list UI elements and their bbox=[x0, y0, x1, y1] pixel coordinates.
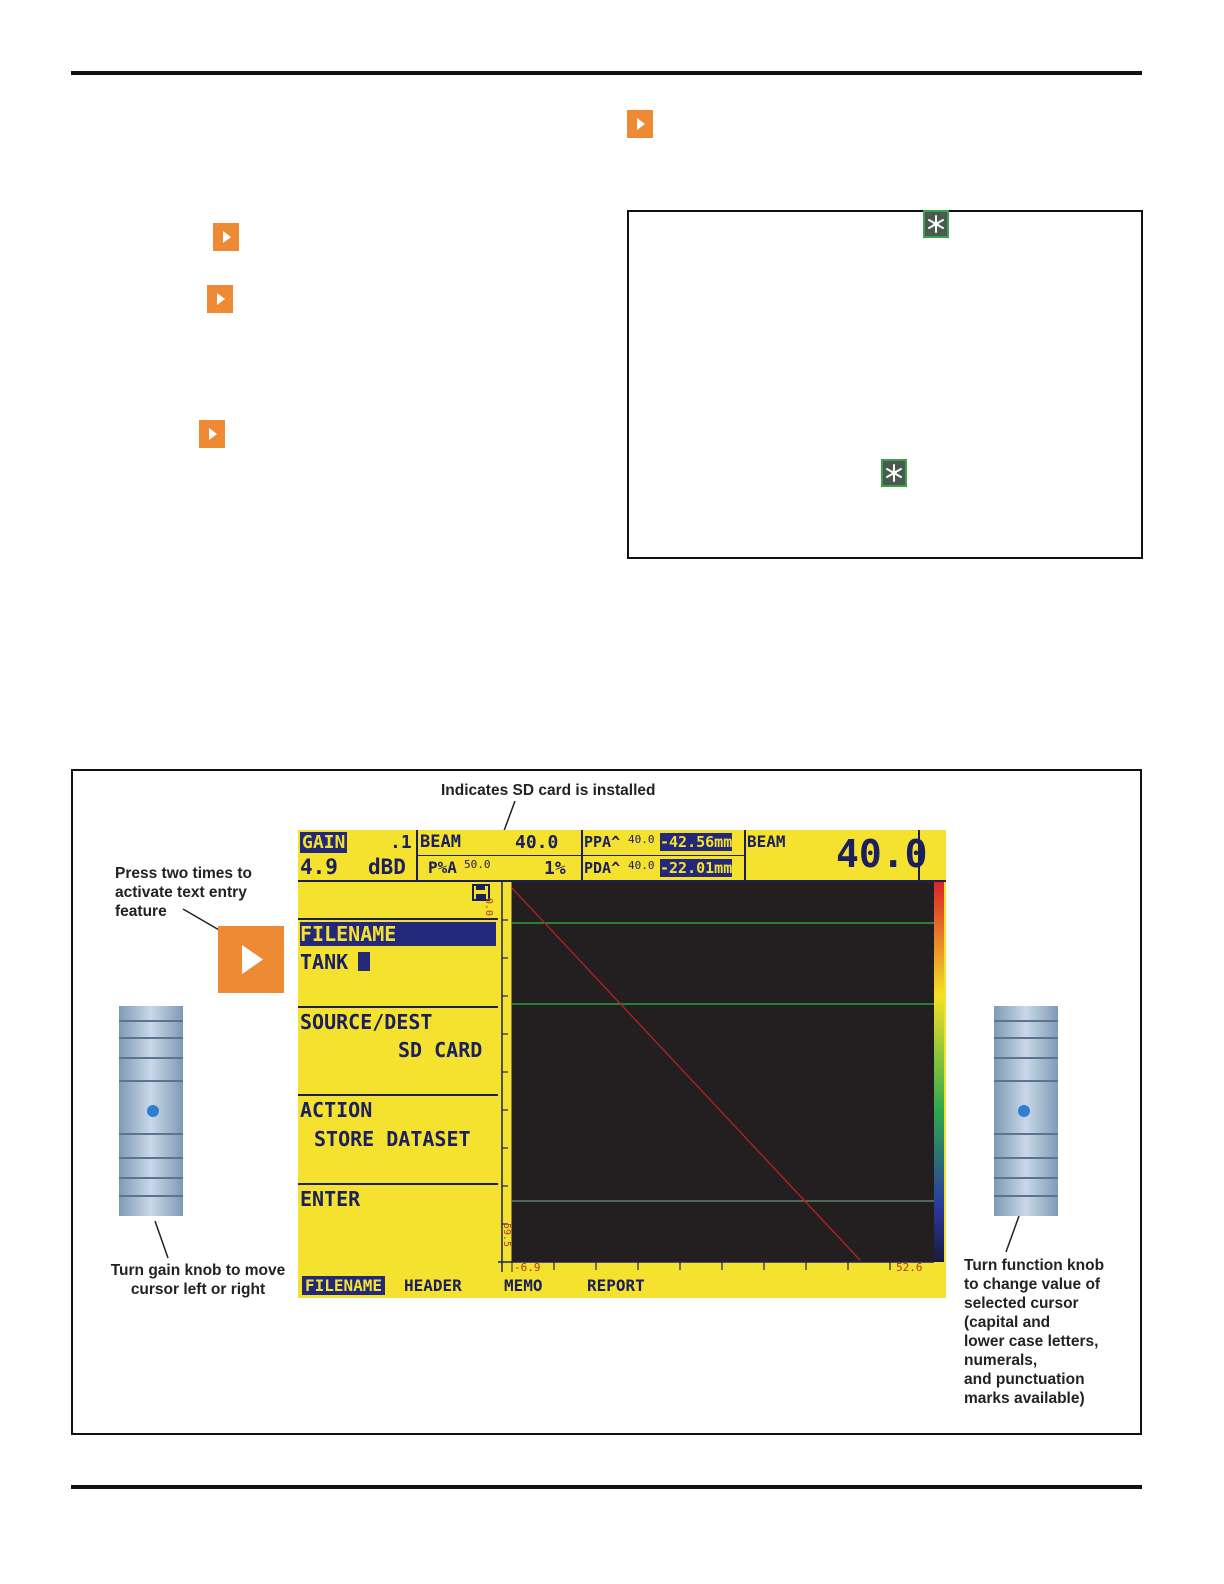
pa-label: P%A bbox=[428, 858, 457, 877]
pda-value: -22.01mm bbox=[660, 859, 733, 877]
ppa-label: PPA^ bbox=[584, 833, 621, 851]
menu-filename-value[interactable]: TANK bbox=[300, 950, 349, 974]
pda-label: PDA^ bbox=[584, 859, 621, 877]
menu-source-value[interactable]: SD CARD bbox=[398, 1038, 483, 1062]
beam-label: BEAM bbox=[420, 832, 461, 852]
play-button-large-icon bbox=[218, 926, 284, 993]
menu-action-value[interactable]: STORE DATASET bbox=[314, 1127, 471, 1151]
gain-value: 4.9 bbox=[300, 855, 338, 879]
menu-source-label[interactable]: SOURCE/DEST bbox=[300, 1010, 433, 1034]
menu-action-label[interactable]: ACTION bbox=[300, 1098, 373, 1122]
pa-value: 1% bbox=[544, 858, 566, 879]
a-scan-plot bbox=[498, 882, 946, 1274]
softkey-filename[interactable]: FILENAME bbox=[302, 1276, 385, 1295]
ppa-small: 40.0 bbox=[628, 833, 655, 846]
plot-y-bottom: 59.5 bbox=[501, 1223, 512, 1248]
gain-knob-icon bbox=[119, 1006, 183, 1216]
gain-label: GAIN bbox=[302, 832, 346, 853]
menu-filename-label[interactable]: FILENAME bbox=[300, 922, 496, 946]
press-two-times-callout: Press two times to activate text entry feature bbox=[115, 865, 252, 920]
gain-unit: dBD bbox=[368, 855, 406, 879]
ppa-value: -42.56mm bbox=[660, 833, 733, 851]
text-cursor bbox=[358, 952, 370, 971]
pda-small: 40.0 bbox=[628, 859, 655, 872]
plot-x-max: 52.6 bbox=[896, 1261, 923, 1274]
softkey-report[interactable]: REPORT bbox=[587, 1276, 645, 1295]
function-knob-icon bbox=[994, 1006, 1058, 1216]
menu-enter-label[interactable]: ENTER bbox=[300, 1187, 361, 1211]
softkey-memo[interactable]: MEMO bbox=[504, 1276, 543, 1295]
instrument-screen bbox=[298, 830, 946, 1298]
gain-knob-callout: Turn gain knob to move cursor left or right bbox=[110, 1262, 286, 1298]
softkey-header[interactable]: HEADER bbox=[404, 1276, 462, 1295]
sd-card-callout: Indicates SD card is installed bbox=[441, 782, 656, 799]
plot-x-min: -6.9 bbox=[514, 1261, 541, 1274]
beam-value: 40.0 bbox=[515, 832, 559, 853]
plot-y-top: 0.0 bbox=[483, 898, 494, 917]
pa-small: 50.0 bbox=[464, 858, 491, 871]
beam2-label: BEAM bbox=[747, 832, 786, 851]
function-knob-callout: Turn function knob to change value of selected cursor (capital and lower case letters, numerals, and punctuation marks available) bbox=[964, 1257, 1105, 1407]
gain-step: .1 bbox=[390, 832, 412, 853]
big-value: 40.0 bbox=[836, 832, 928, 876]
